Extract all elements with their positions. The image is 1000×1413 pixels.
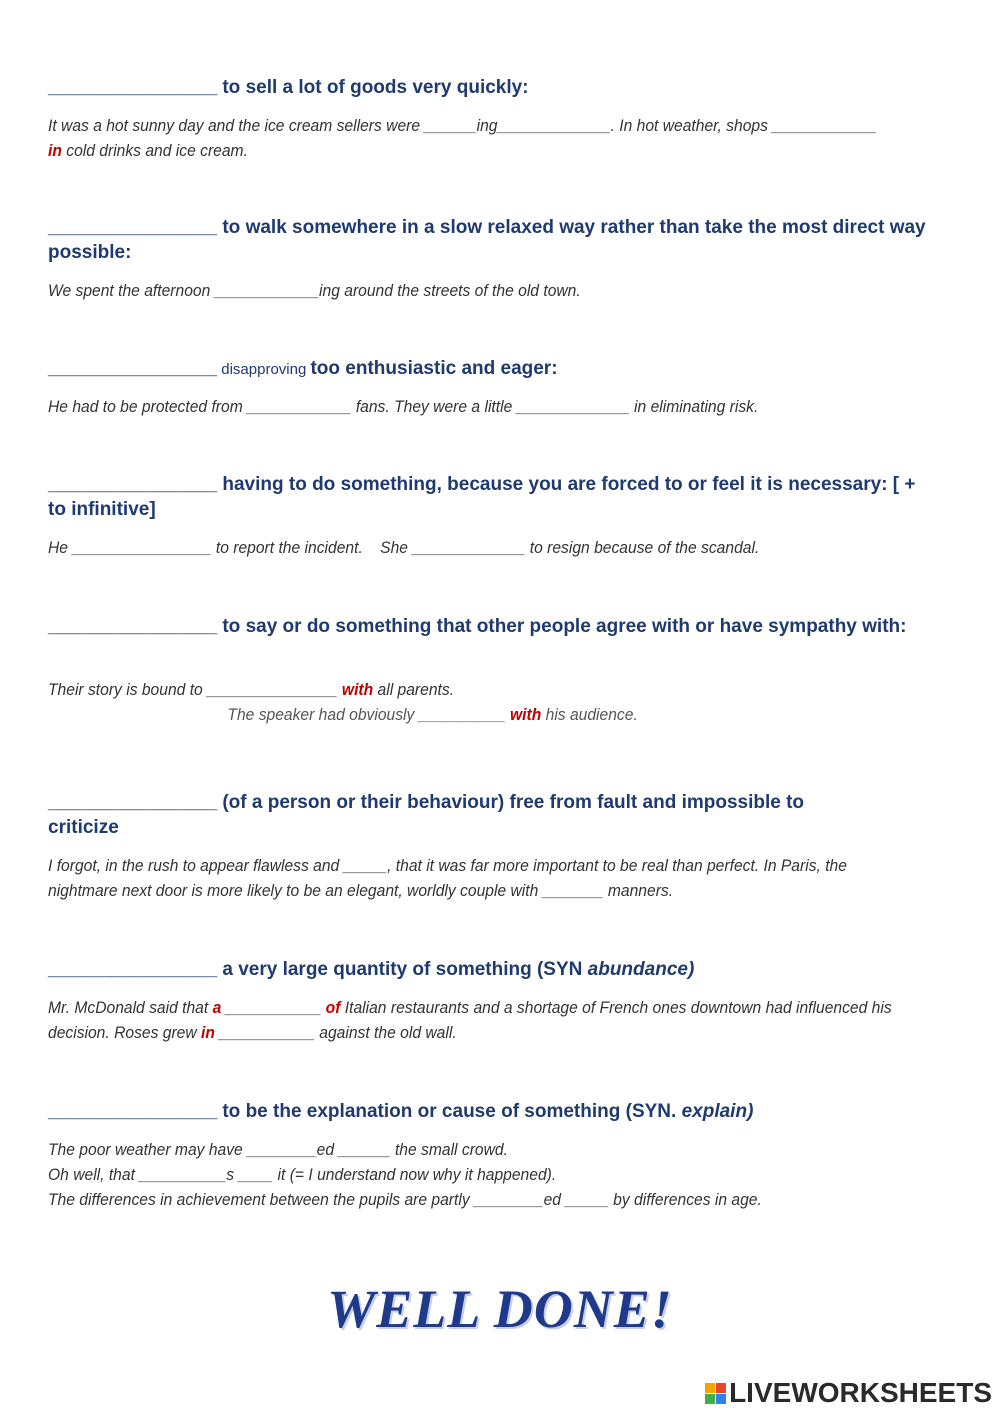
keyword: with	[341, 680, 374, 699]
answer-blank[interactable]: ________________	[48, 1101, 218, 1122]
definition	[48, 614, 938, 639]
item-1	[48, 75, 938, 163]
example-line	[48, 677, 867, 702]
example-text: Mr. McDonald said that	[48, 998, 213, 1017]
example	[48, 677, 867, 727]
definition-text: too enthusiastic and eager:	[310, 358, 558, 379]
definition	[48, 472, 938, 522]
answer-blank[interactable]: ________________	[48, 959, 218, 980]
example-line: He had to be protected from ____________ fans. They were a little _____________ in eliminating risk.	[48, 397, 759, 416]
item-5	[48, 614, 938, 727]
synonym: abundance)	[587, 959, 695, 980]
keyword: in	[48, 141, 62, 160]
item-7	[48, 957, 938, 1045]
example-line: He ________________ to report the incident. She _____________ to resign because of the scandal.	[48, 538, 760, 557]
item-2	[48, 215, 938, 303]
liveworksheets-logo[interactable]	[705, 1378, 992, 1408]
definition-text: having to do something, because you are forced to or feel it is necessary: [ + to infinitive]	[48, 474, 916, 520]
example-line	[48, 138, 867, 163]
definition-text: to walk somewhere in a slow relaxed way rather than take the most direct way possible:	[48, 217, 926, 263]
synonym: explain)	[681, 1101, 754, 1122]
answer-blank[interactable]: ________________	[48, 616, 218, 637]
definition-text: to be the explanation or cause of something (SYN.	[217, 1101, 682, 1122]
example-text: cold drinks and ice cream.	[61, 141, 248, 160]
example-text: The speaker had obviously __________	[227, 705, 510, 724]
definition-text: to say or do something that other people agree with or have sympathy with:	[217, 616, 907, 637]
example-line: The poor weather may have ________ed ______ the small crowd.	[48, 1140, 508, 1159]
logo-block	[705, 1394, 715, 1404]
example	[48, 278, 867, 303]
logo-blocks-icon	[705, 1383, 726, 1404]
example-line: Oh well, that __________s ____ it (= I understand now why it happened).	[48, 1165, 557, 1184]
definition-text: (of a person or their behaviour) free from fault and impossible to criticize	[48, 792, 805, 838]
item-6	[48, 790, 938, 903]
definition	[48, 790, 868, 840]
definition	[48, 215, 938, 265]
keyword: a	[212, 998, 222, 1017]
answer-blank[interactable]: ________________	[48, 792, 218, 813]
example-text: ___________ against the old wall.	[214, 1023, 457, 1042]
example-text: ___________	[221, 998, 326, 1017]
brand-name: LIVEWORKSHEETS	[729, 1377, 992, 1408]
example	[48, 113, 877, 163]
definition	[48, 957, 938, 982]
example	[48, 535, 867, 560]
keyword: with	[509, 705, 542, 724]
example	[48, 853, 913, 903]
example	[48, 995, 922, 1045]
keyword: in	[201, 1023, 215, 1042]
item-4	[48, 472, 938, 560]
usage-note: disapproving	[217, 361, 311, 378]
definition-text: to sell a lot of goods very quickly:	[217, 77, 529, 98]
example-line: The differences in achievement between the pupils are partly ________ed _____ by differences in age.	[48, 1190, 762, 1209]
logo-block	[716, 1383, 726, 1393]
item-3	[48, 356, 938, 419]
example-line	[48, 702, 867, 727]
keyword: of	[325, 998, 341, 1017]
logo-block	[705, 1383, 715, 1393]
answer-blank[interactable]: ________________	[48, 217, 218, 238]
definition	[48, 75, 938, 100]
example	[48, 394, 867, 419]
item-8	[48, 1099, 938, 1212]
example-line: We spent the afternoon ____________ing around the streets of the old town.	[48, 281, 581, 300]
definition	[48, 1099, 938, 1124]
example-text: all parents.	[373, 680, 455, 699]
logo-block	[716, 1394, 726, 1404]
example-text: I forgot, in the rush to appear flawless and _____, that it was far more important to be real than perfect. In Paris, the nightmare next door is more likely to be an elegant, worldly couple with _______ manners.	[48, 856, 847, 900]
answer-blank[interactable]: ________________	[48, 358, 218, 379]
example-text: his audience.	[541, 705, 638, 724]
well-done-banner: WELL DONE!	[327, 1279, 673, 1339]
answer-blank[interactable]: ________________	[48, 474, 218, 495]
example	[48, 1137, 867, 1212]
example-line: It was a hot sunny day and the ice cream sellers were ______ing_____________. In hot weather, shops ____________	[48, 116, 877, 135]
definition-text: a very large quantity of something (SYN	[217, 959, 588, 980]
definition	[48, 356, 938, 382]
answer-blank[interactable]: ________________	[48, 77, 218, 98]
example-text: Italian restaurants and a shortage of French ones downtown had influenced his decision. Roses grew	[48, 998, 892, 1042]
example-text: Their story is bound to _______________	[48, 680, 342, 699]
